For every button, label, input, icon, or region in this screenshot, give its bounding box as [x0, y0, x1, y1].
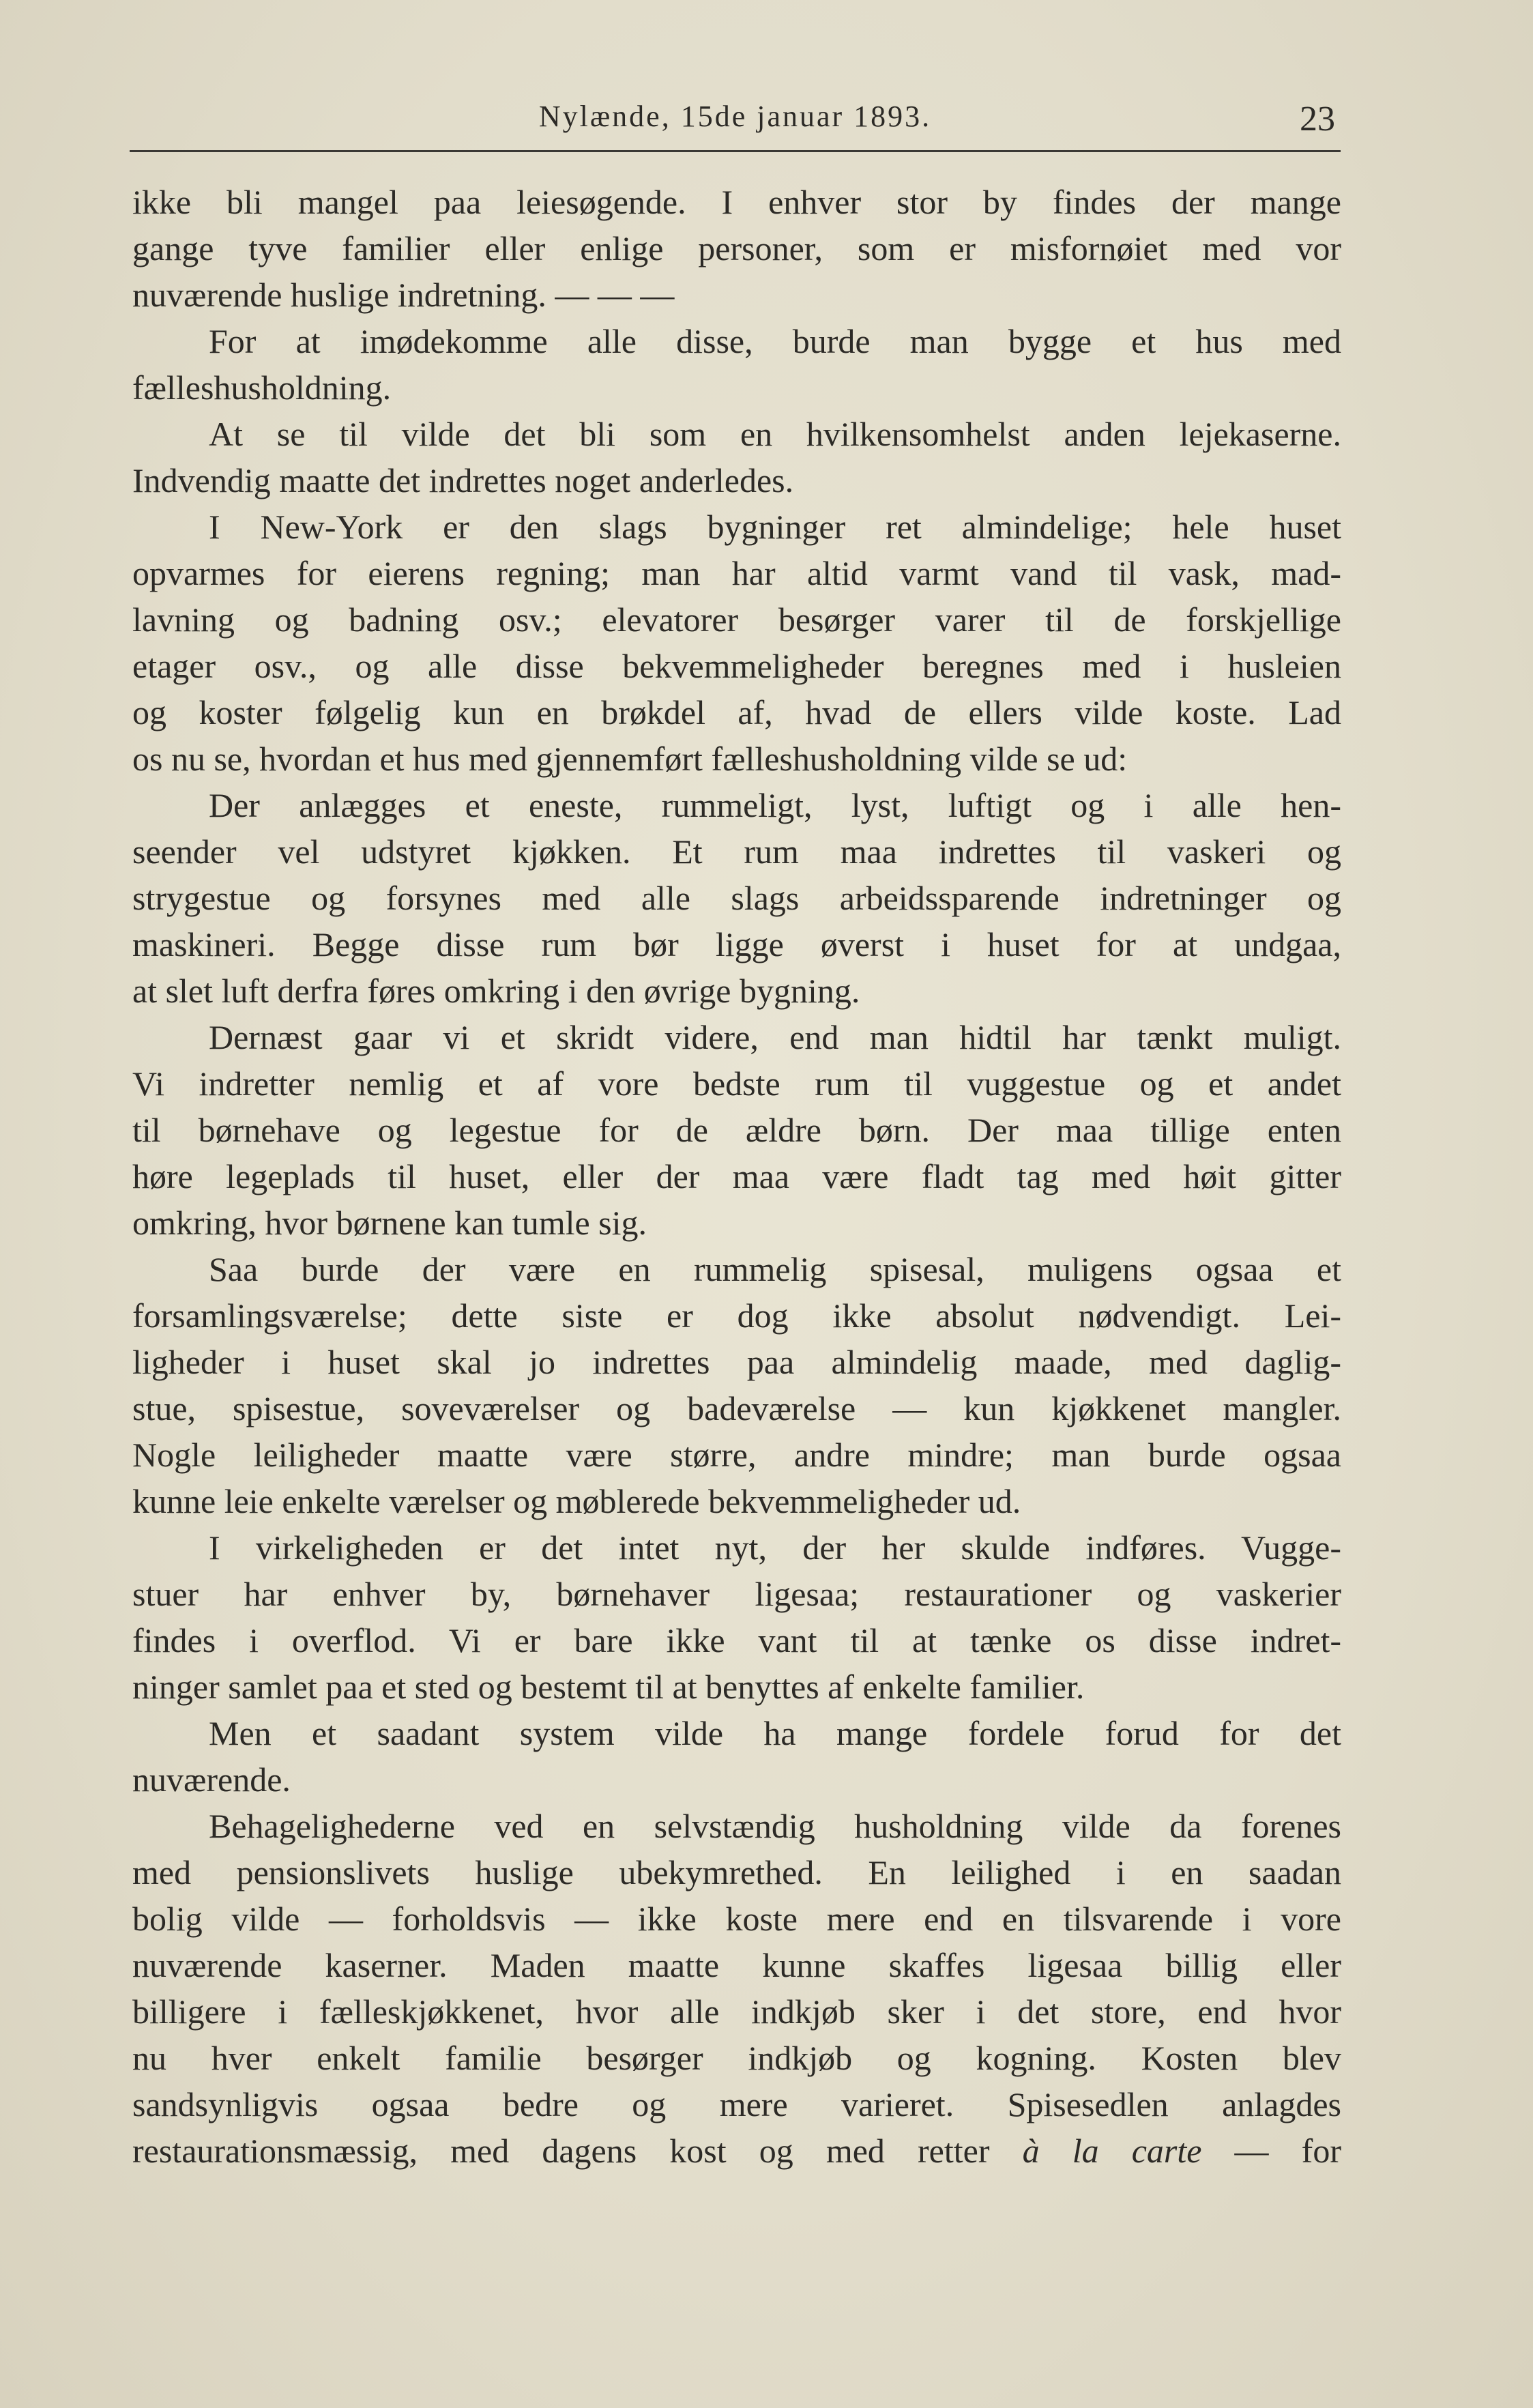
- paragraph: [132, 782, 1341, 1014]
- text-line: [132, 2128, 1341, 2174]
- text-line: høre legeplads til huset, eller der maa være fladt tag med høit gitter: [132, 1157, 1341, 1195]
- text-line: os nu se, hvordan et hus med gjennemført fælleshusholdning vilde se ud:: [132, 740, 1128, 778]
- text-line: med pensionslivets huslige ubekymrethed. En leilighed i en saadan: [132, 1853, 1341, 1891]
- text-line: billigere i fælleskjøkkenet, hvor alle indkjøb sker i det store, end hvor: [132, 1992, 1341, 2031]
- paragraph: [132, 1803, 1341, 2174]
- text-line: at slet luft derfra føres omkring i den øvrige bygning.: [132, 972, 860, 1010]
- page-header: [130, 92, 1341, 152]
- text-segment: — for: [1201, 2132, 1341, 2170]
- paragraph: [132, 1524, 1341, 1710]
- text-line: I New-York er den slags bygninger ret almindelige; hele huset: [209, 508, 1341, 546]
- text-line: ligheder i huset skal jo indrettes paa almindelig maade, med daglig-: [132, 1343, 1341, 1381]
- text-line: findes i overflod. Vi er bare ikke vant til at tænke os disse indret-: [132, 1621, 1341, 1659]
- text-line: forsamlingsværelse; dette siste er dog ikke absolut nødvendigt. Lei-: [132, 1296, 1341, 1335]
- text-line: strygestue og forsynes med alle slags arbeidssparende indretninger og: [132, 879, 1341, 917]
- text-line: opvarmes for eierens regning; man har altid varmt vand til vask, mad-: [132, 554, 1341, 592]
- text-line: Vi indretter nemlig et af vore bedste rum til vuggestue og et andet: [132, 1064, 1341, 1103]
- text-line: nuværende.: [132, 1760, 291, 1799]
- text-line: Dernæst gaar vi et skridt videre, end man hidtil har tænkt muligt.: [209, 1018, 1341, 1056]
- text-line: bolig vilde — forholdsvis — ikke koste mere end en tilsvarende i vore: [132, 1900, 1341, 1938]
- paragraph: [132, 1246, 1341, 1524]
- text-line: Behagelighederne ved en selvstændig husholdning vilde da forenes: [209, 1807, 1341, 1845]
- text-line: lavning og badning osv.; elevatorer besørger varer til de forskjellige: [132, 600, 1341, 639]
- text-line: seender vel udstyret kjøkken. Et rum maa indrettes til vaskeri og: [132, 832, 1341, 871]
- running-head: Nylænde, 15de januar 1893.: [538, 100, 932, 133]
- text-line: gange tyve familier eller enlige personer, som er misfornøiet med vor: [132, 229, 1341, 267]
- text-line: sandsynligvis ogsaa bedre og mere varieret. Spisesedlen anlagdes: [132, 2085, 1341, 2123]
- text-line: For at imødekomme alle disse, burde man bygge et hus med: [209, 322, 1341, 360]
- text-line: ninger samlet paa et sted og bestemt til at benyttes af enkelte familier.: [132, 1668, 1085, 1706]
- page-number: 23: [1300, 100, 1335, 139]
- text-line: til børnehave og legestue for de ældre børn. Der maa tillige enten: [132, 1111, 1341, 1149]
- text-line: Men et saadant system vilde ha mange fordele forud for det: [209, 1714, 1341, 1752]
- italic-phrase: à la carte: [1022, 2132, 1202, 2170]
- paragraph: [132, 1710, 1341, 1803]
- text-line: Der anlægges et eneste, rummeligt, lyst, luftigt og i alle hen-: [209, 786, 1341, 824]
- text-line: stuer har enhver by, børnehaver ligesaa; restaurationer og vaskerier: [132, 1575, 1341, 1613]
- text-line: kunne leie enkelte værelser og møblerede bekvemmeligheder ud.: [132, 1482, 1021, 1520]
- text-line: ikke bli mangel paa leiesøgende. I enhver stor by findes der mange: [132, 183, 1341, 221]
- text-line: nuværende huslige indretning. — — —: [132, 276, 675, 314]
- paragraph: [132, 504, 1341, 782]
- paragraph: [132, 318, 1341, 411]
- text-segment: restaurationsmæssig, med dagens kost og med retter: [132, 2132, 1023, 2170]
- text-line: Saa burde der være en rummelig spisesal, muligens ogsaa et: [209, 1250, 1341, 1288]
- text-line: nuværende kaserner. Maden maatte kunne skaffes ligesaa billig eller: [132, 1946, 1341, 1984]
- text-line: At se til vilde det bli som en hvilkensomhelst anden lejekaserne.: [209, 415, 1341, 453]
- text-line: stue, spisestue, soveværelser og badeværelse — kun kjøkkenet mangler.: [132, 1389, 1341, 1427]
- paragraph: [132, 1014, 1341, 1246]
- text-line: Nogle leiligheder maatte være større, andre mindre; man burde ogsaa: [132, 1436, 1341, 1474]
- paragraph: [132, 179, 1341, 318]
- text-line: omkring, hvor børnene kan tumle sig.: [132, 1204, 647, 1242]
- text-line: nu hver enkelt familie besørger indkjøb og kogning. Kosten blev: [132, 2039, 1341, 2077]
- body-text: [132, 179, 1341, 2174]
- paragraph: [132, 411, 1341, 504]
- text-line: fælleshusholdning.: [132, 368, 392, 407]
- text-line: og koster følgelig kun en brøkdel af, hvad de ellers vilde koste. Lad: [132, 693, 1341, 731]
- text-line: etager osv., og alle disse bekvemmeligheder beregnes med i husleien: [132, 647, 1341, 685]
- text-line: maskineri. Begge disse rum bør ligge øverst i huset for at undgaa,: [132, 925, 1341, 963]
- text-line: Indvendig maatte det indrettes noget anderledes.: [132, 461, 794, 499]
- text-line: I virkeligheden er det intet nyt, der her skulde indføres. Vugge-: [209, 1528, 1341, 1567]
